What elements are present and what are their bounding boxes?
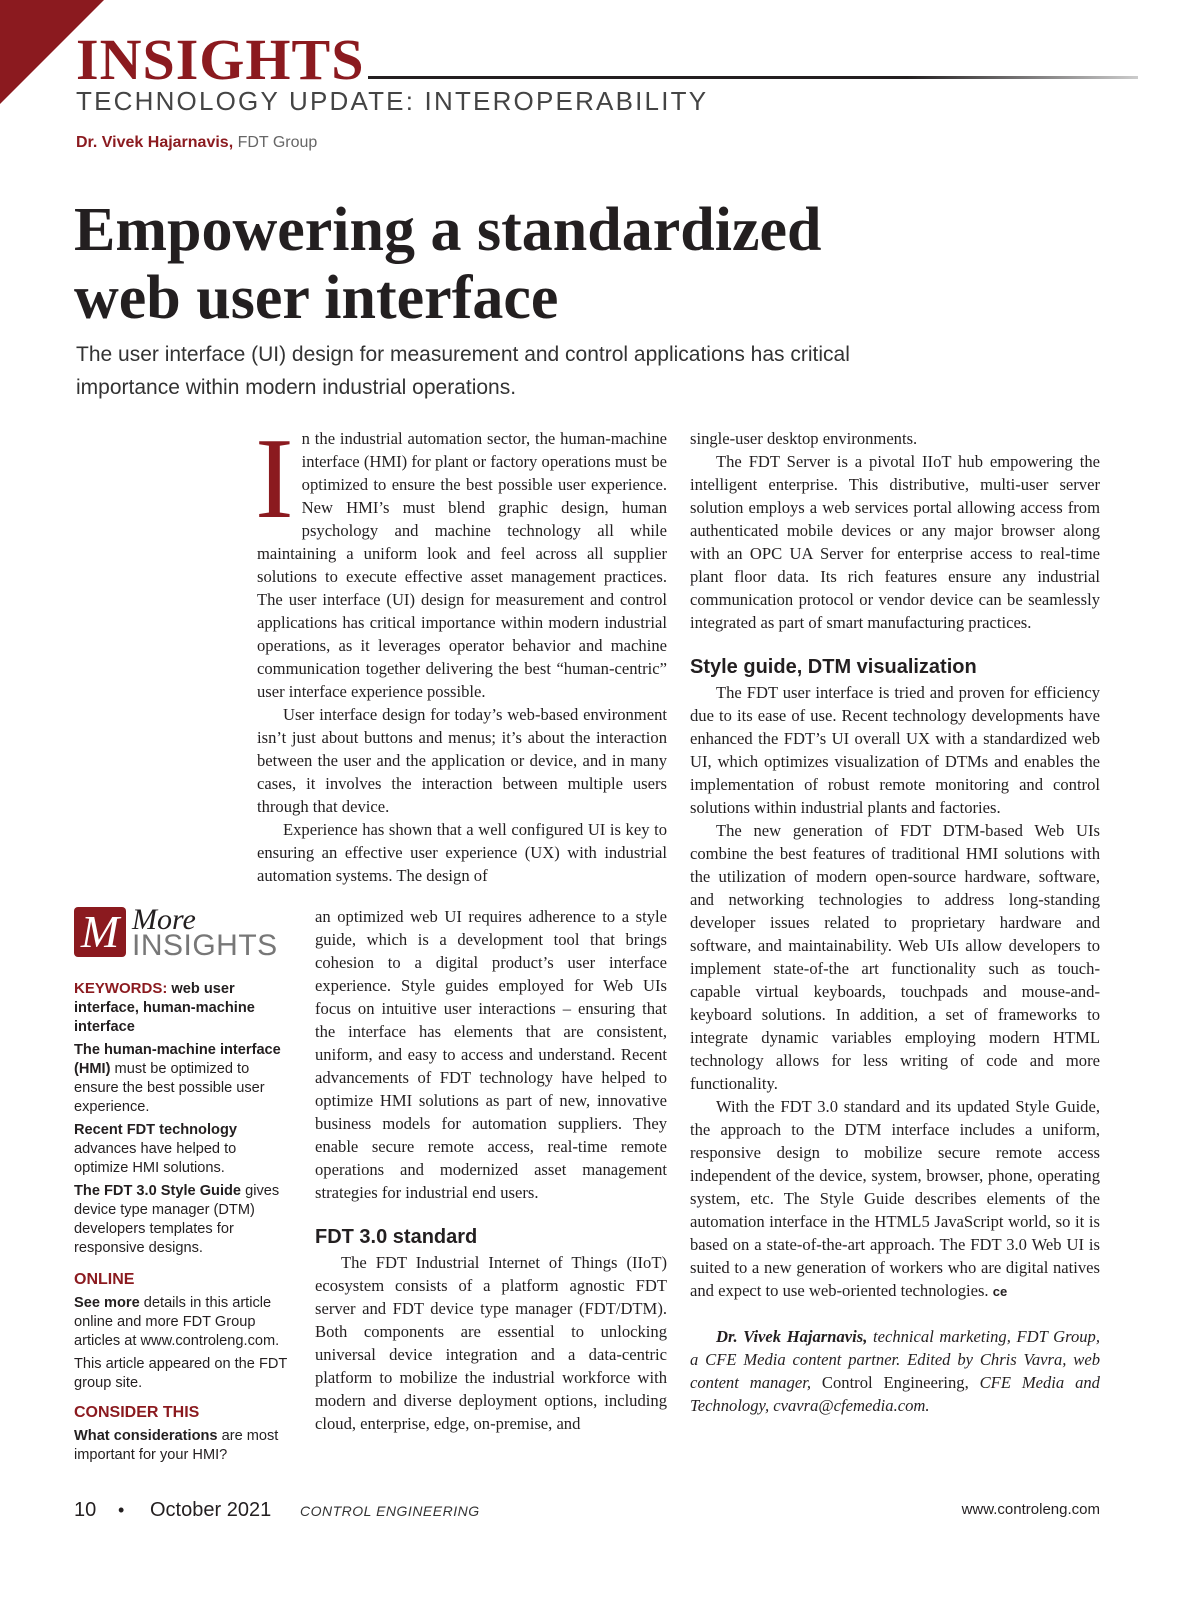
- consider-label: CONSIDER THIS: [74, 1404, 200, 1421]
- paragraph-4-cont: single-user desktop environments.: [690, 429, 918, 448]
- end-mark: ce: [992, 1284, 1008, 1299]
- footer-bullet: •: [118, 1500, 125, 1520]
- bio-text-2: CFE Media and Technology, cvavra@cfemedia.com.: [690, 1373, 1100, 1415]
- paragraph-4: The FDT Industrial Internet of Things (IIoT) ecosystem consists of a platform agnostic FDT server and FDT device type manager (FDT/DTM). Both components are essential to unlocking universal device integration and a data-centric platform to mobilize the industrial workforce with modern and diverse deployment options, including cloud, enterprise, edge, on-premise, and: [315, 1253, 667, 1433]
- paragraph-3-start: Experience has shown that a well configured UI is key to ensuring an effective user experience (UX) with industrial automation systems. The design of: [257, 820, 667, 885]
- paragraph-7: The new generation of FDT DTM-based Web UIs combine the best features of traditional HMI solutions with the utilization of modern open-source hardware, software, and networking technologies to address long-standing developer issues related to proprietary hardware and software, and maintainability. Web UIs allow developers to implement state-of-the art functionality such as touch-capable virtual keyboards, touchpads and mouse-and-keyboard solutions. In addition, a set of frameworks to integrate dynamic variables employing modern HTML technology allows for less writing of code and more functionality.: [690, 821, 1100, 1093]
- consider-text: are most important for your HMI?: [74, 1428, 279, 1463]
- bio-text-1: technical marketing, FDT Group, a CFE Media content partner. Edited by Chris Vavra, web content manager,: [690, 1327, 1101, 1392]
- keywords-text: web user interface, human-machine interface: [74, 981, 255, 1035]
- paragraph-8-text: With the FDT 3.0 standard and its updated Style Guide, the approach to the DTM interface includes a uniform, responsive design to mobilize secure remote access independent of the device, system, browser, phone, operating system, etc. The Style Guide describes elements of the automation interface in the HTML5 JavaScript world, so it is based on a state-of-the-art approach. The FDT 3.0 Web UI is suited to a new generation of workers who are digital natives and expect to use web-oriented technologies.: [690, 1097, 1100, 1300]
- drop-cap: I: [255, 415, 294, 543]
- sidebar-item-2: [74, 1121, 292, 1178]
- issue-date: October 2021: [150, 1499, 272, 1521]
- paragraph-1: [255, 415, 667, 703]
- page-number: 10: [74, 1499, 97, 1521]
- section-title: INSIGHTS: [76, 27, 365, 92]
- bio-name: Dr. Vivek Hajarnavis,: [716, 1327, 868, 1346]
- footer-url: www.controleng.com: [961, 1501, 1100, 1518]
- consider-bold: What considerations: [74, 1428, 218, 1444]
- online-label: ONLINE: [74, 1271, 135, 1288]
- body-column-1-narrow: [315, 905, 667, 1435]
- more-insights-logo: [74, 905, 292, 965]
- item-2-bold: Recent FDT technology: [74, 1122, 237, 1138]
- paragraph-1-text: n the industrial automation sector, the human-machine interface (HMI) for plant or factory operations must be optimized to ensure the best possible user experience. New HMI’s must blend graphic design, human psychology and machine technology all while maintaining a uniform look and feel across all supplier solutions to execute effective asset management practices. The user interface (UI) design for measurement and control applications has critical importance within modern industrial operations, as it leverages operator behavior and machine communication together delivering the best “human-centric” user interface experience possible.: [257, 429, 667, 701]
- item-2-text: advances have helped to optimize HMI solutions.: [74, 1141, 237, 1176]
- header-rule: [368, 76, 1138, 79]
- paragraph-8: [690, 1095, 1100, 1303]
- item-3-text: gives device type manager (DTM) developers templates for responsive designs.: [74, 1183, 280, 1256]
- paragraph-2: User interface design for today’s web-based environment isn’t just about buttons and menus; it’s about the interaction between the user and the application or device, and in many cases, it involves the interaction between multiple users through that device.: [257, 705, 667, 816]
- author-bio: [690, 1325, 1100, 1417]
- body-column-1: [255, 415, 667, 887]
- subsection-title: TECHNOLOGY UPDATE: INTEROPERABILITY: [76, 86, 709, 116]
- body-column-2: [690, 427, 1100, 1417]
- byline-author: Dr. Vivek Hajarnavis,: [76, 134, 234, 151]
- item-1-bold: The human-machine interface (HMI): [74, 1042, 281, 1077]
- sidebar-keywords: [74, 979, 292, 1037]
- byline-org: FDT Group: [237, 134, 318, 151]
- logo-insights-text: INSIGHTS: [132, 929, 278, 962]
- article-deck: The user interface (UI) design for measurement and control applications has critical importance within modern industrial operations.: [76, 343, 850, 399]
- paragraph-3-cont: an optimized web UI requires adherence to a style guide, which is a development tool that brings cohesion to a digital product’s user interface experience. Style guides employed for Web UIs focus on intuitive user interactions – ensuring that the interface has elements that are consistent, uniform, and easy to access and understand. Recent advancements of FDT technology have helped to optimize HMI solutions as part of new, innovative business models for automation suppliers. They enable secure remote access, real-time remote operations and modernized asset management strategies for industrial end users.: [315, 907, 667, 1202]
- heading-fdt-30-standard: FDT 3.0 standard: [315, 1226, 478, 1248]
- heading-style-guide: Style guide, DTM visualization: [690, 656, 977, 678]
- logo-m-mark: M: [74, 907, 126, 957]
- title-line-1: Empowering a standardized: [74, 196, 822, 264]
- page-footer: [74, 1497, 1100, 1523]
- online-text: details in this article online and more FDT Group articles at www.controleng.com.: [74, 1295, 280, 1349]
- more-insights-sidebar: [74, 905, 292, 1469]
- logo-more-text: More: [132, 903, 196, 936]
- sidebar-item-1: [74, 1041, 292, 1117]
- byline: [76, 133, 317, 153]
- article-title: [74, 196, 1074, 332]
- sidebar-consider: [74, 1427, 292, 1465]
- item-1-text: must be optimized to ensure the best possible user experience.: [74, 1061, 265, 1115]
- online-bold: See more: [74, 1295, 140, 1311]
- magazine-name: CONTROL ENGINEERING: [300, 1503, 480, 1519]
- keywords-label: KEYWORDS:: [74, 980, 168, 997]
- sidebar-online-note: This article appeared on the FDT group site.: [74, 1356, 288, 1391]
- item-3-bold: The FDT 3.0 Style Guide: [74, 1183, 242, 1199]
- sidebar-online: [74, 1294, 292, 1351]
- title-line-2: web user interface: [74, 264, 559, 332]
- sidebar-item-3: [74, 1182, 292, 1258]
- paragraph-5: The FDT Server is a pivotal IIoT hub empowering the intelligent enterprise. This distributive, multi-user server solution employs a web services portal allowing access from authenticated mobile devices or any major browser along with an OPC UA Server for enterprise access to real-time plant floor data. Its rich features ensure any industrial communication protocol or vendor device can be seamlessly integrated as part of smart manufacturing practices.: [690, 452, 1100, 632]
- paragraph-6: The FDT user interface is tried and proven for efficiency due to its ease of use. Recent technology developments have enhanced the FDT’s UI overall UX with a standardized web UI, which optimizes visualization of DTMs and enables the implementation of robust remote monitoring and control solutions within industrial plants and factories.: [690, 683, 1100, 817]
- bio-publication: Control Engineering,: [821, 1373, 969, 1392]
